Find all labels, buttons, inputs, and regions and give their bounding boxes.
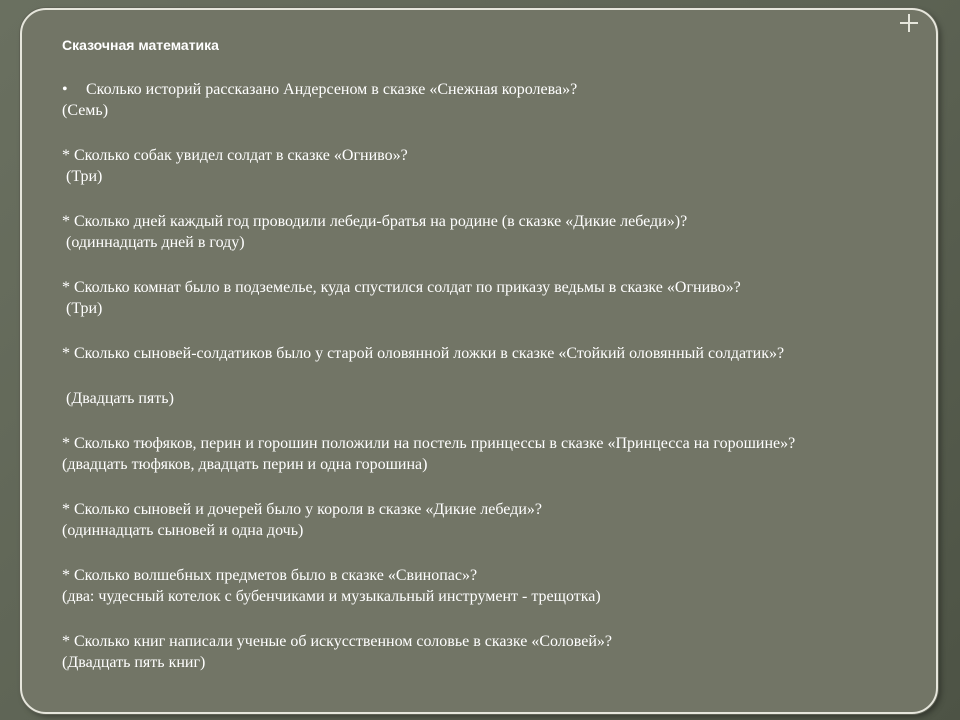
answer-text: (Двадцать пять книг) bbox=[62, 654, 206, 671]
answer-text: (Три) bbox=[62, 168, 103, 185]
question-5: * Сколько сыновей-солдатиков было у старой оловянной ложки в сказке «Стойкий оловянный солдатик»? bbox=[62, 345, 785, 362]
question-4: * Сколько комнат было в подземелье, куда спустился солдат по приказу ведьмы в сказке «Огниво»? bbox=[62, 279, 741, 296]
question-6: * Сколько тюфяков, перин и горошин положили на постель принцессы в сказке «Принцесса на горошине»? bbox=[62, 435, 796, 452]
answer-text: (Двадцать пять) bbox=[62, 390, 174, 407]
answer-text: (Три) bbox=[62, 300, 103, 317]
question-1 bbox=[62, 79, 922, 100]
question-2: * Сколько собак увидел солдат в сказке «Огниво»? bbox=[62, 147, 408, 164]
answer-text: (одиннадцать сыновей и одна дочь) bbox=[62, 522, 304, 539]
question-text: Сколько историй рассказано Андерсеном в сказке «Снежная королева»? bbox=[86, 81, 578, 98]
question-3: * Сколько дней каждый год проводили лебеди-братья на родине (в сказке «Дикие лебеди»)? bbox=[62, 213, 688, 230]
answer-text: (Семь) bbox=[62, 102, 109, 119]
bullet-icon: • bbox=[62, 81, 68, 98]
question-8: * Сколько волшебных предметов было в сказке «Свинопас»? bbox=[62, 567, 478, 584]
slide-title: Сказочная математика bbox=[62, 37, 219, 53]
answer-text: (одиннадцать дней в году) bbox=[62, 234, 245, 251]
corner-cross-icon bbox=[898, 12, 920, 34]
answer-text: (двадцать тюфяков, двадцать перин и одна горошина) bbox=[62, 456, 428, 473]
answer-text: (два: чудесный котелок с бубенчиками и музыкальный инструмент - трещотка) bbox=[62, 588, 601, 605]
question-7: * Сколько сыновей и дочерей было у короля в сказке «Дикие лебеди»? bbox=[62, 501, 542, 518]
question-9: * Сколько книг написали ученые об искусственном соловье в сказке «Соловей»? bbox=[62, 633, 612, 650]
slide-content bbox=[62, 35, 922, 673]
